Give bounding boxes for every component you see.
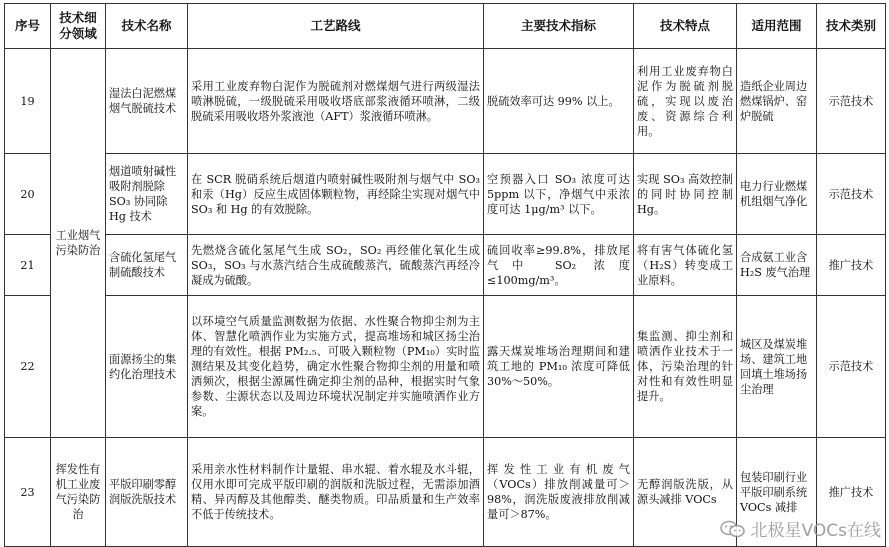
row-process: 先燃烧含硫化氢尾气生成 SO₂，SO₂ 再经催化氧化生成 SO₃，SO₃ 与水蒸汽结合生成硫酸蒸汽，硫酸蒸汽再经冷凝成为硫酸。 [188,235,484,296]
row-name: 烟道喷射碱性吸附剂脱除 SO₃ 协同除 Hg 技术 [106,154,188,235]
row-name: 含硫化氢尾气制硫酸技术 [106,235,188,296]
row-indicators: 露天煤炭堆场治理期间和建筑工地的 PM₁₀ 浓度可降低 30%～50%。 [484,296,634,438]
header-row [5,4,886,49]
header-no: 序号 [5,4,51,49]
row-indicators: 挥发性工业有机废气（VOCs）排放削减量可＞98%，润洗版废液排放削减量可＞87%。 [484,438,634,547]
row-scope: 电力行业燃煤机组烟气净化 [737,154,817,235]
row-scope: 城区及煤炭堆场、建筑工地回填土堆场扬尘治理 [737,296,817,438]
row-indicators: 硫回收率≥99.8%，排放尾气中 SO₂ 浓度≤100mg/m³。 [484,235,634,296]
row-category: 示范技术 [817,154,886,235]
header-field: 技术细分领域 [51,4,106,49]
row-no: 20 [5,154,51,235]
row-category: 示范技术 [817,296,886,438]
header-name: 技术名称 [106,4,188,49]
row-features: 集监测、抑尘剂和喷洒作业技术于一体，污染治理的针对性和有效性明显提升。 [634,296,737,438]
row-process: 以环境空气质量监测数据为依据、水性聚合物抑尘剂为主体、智慧化喷洒作业为实施方式，提高堆场和城区扬尘治理的有效性。根据 PM₂.₅、可吸入颗粒物（PM₁₀）实时监测结果及其变化趋势，确定水性聚合物抑尘剂的用量和喷洒频次，根据尘源属性确定抑尘剂的品种，根据实时气象参数、尘源状态以及周边环境状况制定并实施喷洒作业方案。 [188,296,484,438]
row-scope: 包装印刷行业平版印刷系统 VOCs 减排 [737,438,817,547]
row-no: 22 [5,296,51,438]
table-row [5,49,886,154]
row-process: 采用亲水性材料制作计量辊、串水辊、着水辊及水斗辊，仅用水即可完成平版印刷的润版和洗版过程，无需添加酒精、异丙醇及其他醇类、醚类物质。印品质量和生产效率不低于传统技术。 [188,438,484,547]
header-category: 技术类别 [817,4,886,49]
row-process: 在 SCR 脱硝系统后烟道内喷射碱性吸附剂与烟气中 SO₃ 和汞（Hg）反应生成固体颗粒物，再经除尘实现对烟气中 SO₃ 和 Hg 的有效脱除。 [188,154,484,235]
row-no: 21 [5,235,51,296]
row-features: 无醇润版洗版，从源头减排 VOCs [634,438,737,547]
header-features: 技术特点 [634,4,737,49]
header-indicators: 主要技术指标 [484,4,634,49]
row-indicators: 空预器入口 SO₃ 浓度可达 5ppm 以下，净烟气中汞浓度可达 1μg/m³ 以下。 [484,154,634,235]
table-row [5,154,886,235]
row-features: 将有害气体硫化氢（H₂S）转变成工业原料。 [634,235,737,296]
row-scope: 造纸企业周边燃煤锅炉、窑炉脱硫 [737,49,817,154]
watermark [720,516,881,541]
row-features: 利用工业废弃物白泥作为脱硫剂脱硫，实现以废治废、资源综合利用。 [634,49,737,154]
row-scope: 合成氨工业含 H₂S 废气治理 [737,235,817,296]
row-name: 平版印刷零醇润版洗版技术 [106,438,188,547]
wechat-icon [720,520,746,538]
technology-table [4,3,886,547]
row-no: 23 [5,438,51,547]
table-row [5,235,886,296]
row-name: 面源扬尘的集约化治理技术 [106,296,188,438]
header-scope: 适用范围 [737,4,817,49]
field-group-air: 工业烟气污染防治 [51,49,106,438]
row-features: 实现 SO₃ 高效控制的同时协同控制 Hg。 [634,154,737,235]
row-category: 推广技术 [817,438,886,547]
field-group-vocs: 挥发性有机工业废气污染防治 [51,438,106,547]
row-process: 采用工业废弃物白泥作为脱硫剂对燃煤烟气进行两级湿法喷淋脱硫，一级脱硫采用吸收塔底部浆液循环喷淋，二级脱硫采用吸收塔外浆液池（AFT）浆液循环喷淋。 [188,49,484,154]
row-indicators: 脱硫效率可达 99% 以上。 [484,49,634,154]
row-no: 19 [5,49,51,154]
table-row [5,296,886,438]
row-name: 湿法白泥燃煤烟气脱硫技术 [106,49,188,154]
header-process: 工艺路线 [188,4,484,49]
watermark-text: 北极星VOCs在线 [750,521,881,541]
row-category: 示范技术 [817,49,886,154]
row-category: 推广技术 [817,235,886,296]
